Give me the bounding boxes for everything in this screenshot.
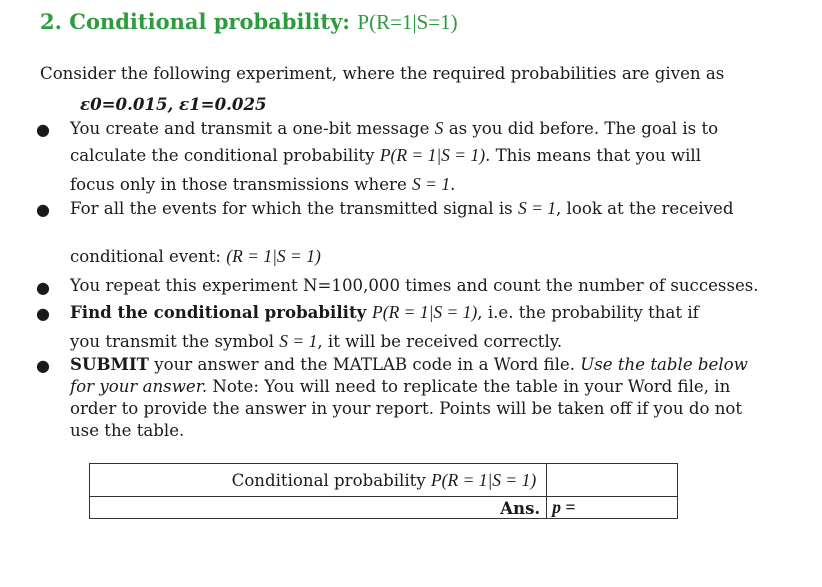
bullet5-line2: for your answer. Note: You will need to replicate the table in your Word file, in xyxy=(70,377,731,396)
bullet1-line1: You create and transmit a one-bit message S as you did before. The goal is to xyxy=(70,118,719,138)
ans-value-cell[interactable] xyxy=(547,497,678,519)
intro-text: Consider the following experiment, where the required probabilities are given as xyxy=(40,64,725,83)
bullet5-line1: SUBMIT your answer and the MATLAB code in a Word file. Use the table below xyxy=(70,354,748,374)
bullet2-line2: conditional event: (R = 1|S = 1) xyxy=(70,246,321,266)
heading-number: 2. xyxy=(40,9,62,34)
bullet-dot: ● xyxy=(36,304,50,323)
answer-table xyxy=(89,463,678,519)
bullet-dot: ● xyxy=(36,120,50,139)
bullet-dot: ● xyxy=(36,278,50,297)
bullet5-line3: order to provide the answer in your report. Points will be taken off if you do not xyxy=(70,399,743,418)
table-header-cell: Conditional probability P(R = 1|S = 1) xyxy=(90,464,547,497)
heading-math: P(R=1|S=1) xyxy=(357,10,458,34)
heading-title: Conditional probability: xyxy=(69,9,351,34)
bullet1-line2: calculate the conditional probability P(R = 1|S = 1). This means that you will xyxy=(70,145,702,165)
bullet-dot: ● xyxy=(36,200,50,219)
bullet3-line1: You repeat this experiment N=100,000 times and count the number of successes. xyxy=(70,276,759,295)
section-heading xyxy=(40,9,458,35)
table-empty-cell xyxy=(547,464,678,497)
bullet4-line2: you transmit the symbol S = 1, it will be received correctly. xyxy=(70,331,563,351)
ans-value: p = xyxy=(552,497,576,517)
bullet2-line1: For all the events for which the transmitted signal is S = 1, look at the received xyxy=(70,198,734,218)
bullet4-line1: Find the conditional probability P(R = 1|S = 1), i.e. the probability that if xyxy=(70,302,699,322)
epsilon-values: ε0=0.015, ε1=0.025 xyxy=(80,94,267,114)
bullet1-line3: focus only in those transmissions where S = 1. xyxy=(70,174,456,194)
bullet5-line4: use the table. xyxy=(70,421,185,440)
ans-label-cell: Ans. xyxy=(90,497,547,519)
bullet-dot: ● xyxy=(36,356,50,375)
